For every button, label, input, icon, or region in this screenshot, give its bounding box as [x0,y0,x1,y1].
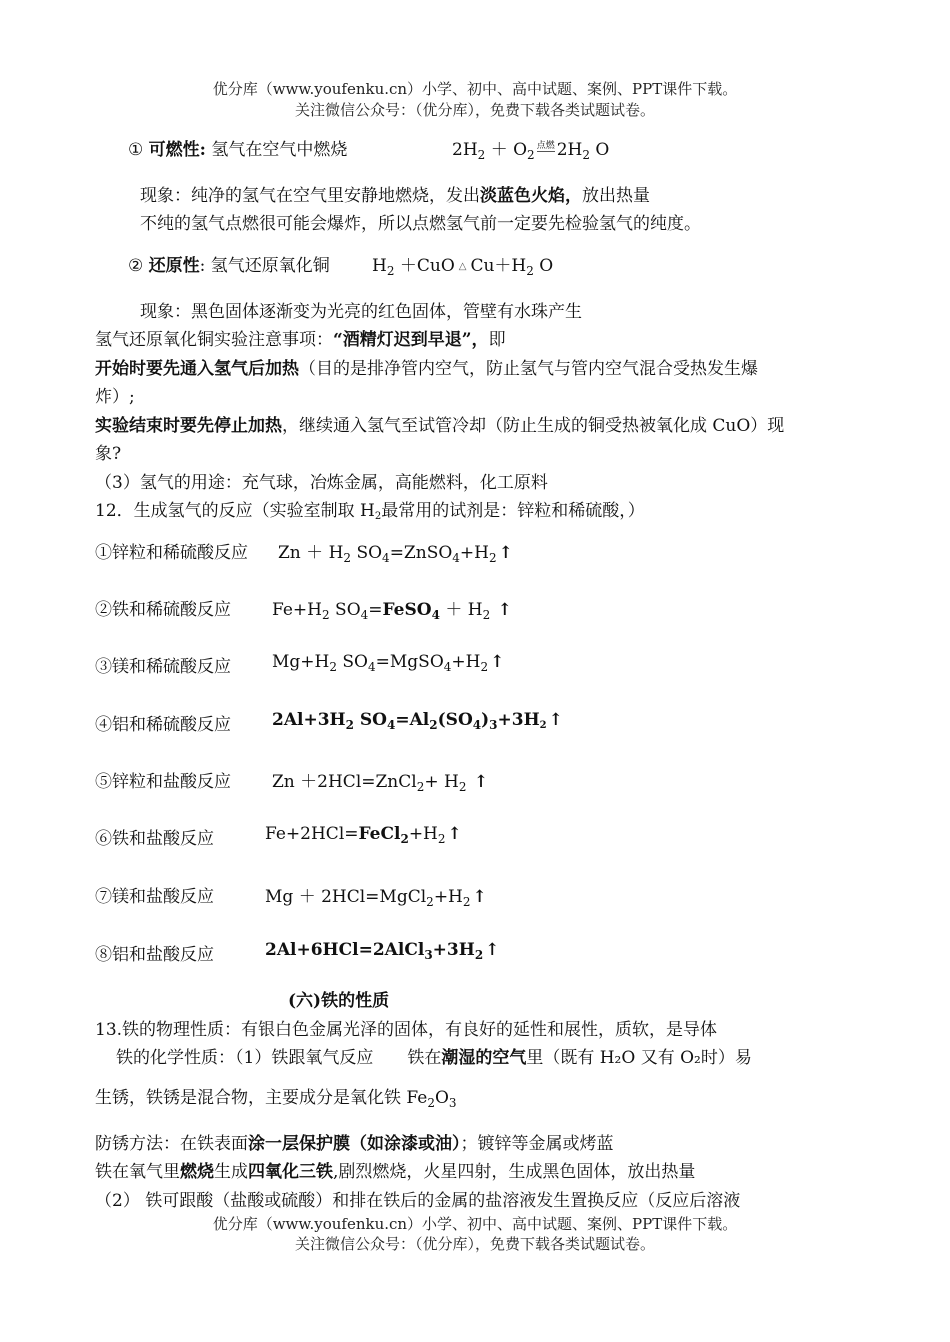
combustibility-title: 可燃性: [148,140,206,160]
iron-acid-reaction: （2） 铁可跟酸（盐酸或硫酸）和排在铁后的金属的盐溶液发生置换反应（反应后溶液 [95,1191,741,1211]
reaction-equation: Zn ＋2HCl=ZnCl$_2$+ $H_2$ ↑ [272,772,489,794]
reaction-equation: $Fe+2HCl=FeCl_2+H_2$ ↑ [265,824,462,846]
reaction-label: ⑥铁和盐酸反应 [95,829,214,849]
reaction-equation: $Zn + H_2$ $SO_4=ZnSO_4+H_2$ ↑ [278,543,513,565]
iron-section-heading: (六)铁的性质 [288,991,390,1011]
reaction-equation: $Mg + 2HCl=MgCl_2+H_2$ ↑ [265,887,487,909]
gas-arrow-icon: ↑ [498,543,513,563]
reaction-label: ③镁和稀硫酸反应 [95,657,231,677]
gas-arrow-icon: ↑ [472,887,487,907]
gas-arrow-icon: ↑ [473,772,489,792]
reaction-equation: $Fe+H_2$ $SO_4=FeSO_4 + H_2$ ↑ [272,600,512,622]
footer-line-2: 关注微信公众号：（优分库），免费下载各类试题试卷。 [294,1235,655,1253]
footer-line-1: 优分库（www.youfenku.cn）小学、初中、高中试题、案例、PPT课件下载。 [212,1215,738,1233]
impure-hydrogen-note: 不纯的氢气点燃很可能会爆炸，所以点燃氢气前一定要先检验氢气的纯度。 [140,214,701,234]
iron-chemical-properties: 铁的化学性质：（1）铁跟氧气反应 铁在潮湿的空气里（既有 H₂O 又有 O₂时）易 [116,1048,752,1068]
hydrogen-uses: （3）氢气的用途：充气球，冶炼金属，高能燃料，化工原料 [95,473,548,493]
combustion-equation: $2H_2 + O_2$点燃 $2H_2$ O [452,140,610,162]
reaction-equation: $2Al+3H_2$ $SO_4=Al_2(SO_4)_3+3H2$ ↑ [272,710,563,732]
gas-arrow-icon: ↑ [490,652,505,672]
reaction-label: ④铝和稀硫酸反应 [95,715,231,735]
heat-triangle-icon: △ [458,261,467,272]
rust-prevention: 防锈方法：在铁表面涂一层保护膜（如涂漆或油）；镀锌等金属或烤蓝 [95,1134,614,1154]
reaction-label: ⑤锌粒和盐酸反应 [95,772,231,792]
reduction-notes: 氢气还原氧化铜实验注意事项：“酒精灯迟到早退”，即 [95,330,506,350]
start-step: 开始时要先通入氢气后加热（目的是排净管内空气，防止氢气与管内空气混合受热发生爆 [95,359,758,379]
gas-arrow-icon: ↑ [447,824,462,844]
reaction-label: ⑦镁和盐酸反应 [95,887,214,907]
reducibility-line: ② 还原性: 氢气还原氧化铜 [128,256,330,276]
reaction-equation: $Mg+H_2$ $SO_4=MgSO_4+H_2$ ↑ [272,652,505,674]
iron-rust: 生锈，铁锈是混合物，主要成分是氧化铁 $Fe_2O_3$ [95,1088,457,1110]
combustibility-desc: 氢气在空气中燃烧 [211,140,348,160]
reduction-equation: $H_2 +CuO$ △ $Cu+H_2$ O [372,256,554,278]
combustion-phenomenon: 现象：纯净的氢气在空气里安静地燃烧，发出淡蓝色火焰，放出热量 [140,186,650,206]
combustibility-marker: ① [128,140,144,160]
header-line-2: 关注微信公众号：（优分库），免费下载各类试题试卷。 [294,101,655,119]
reducibility-title: 还原性 [148,256,200,276]
header-line-1: 优分库（www.youfenku.cn）小学、初中、高中试题、案例、PPT课件下载。 [212,80,738,98]
iron-combustion: 铁在氧气里燃烧生成四氧化三铁,剧烈燃烧，火星四射，生成黑色固体，放出热量 [95,1162,696,1182]
start-step-cont: 炸）; [95,387,135,407]
reduction-phenomenon: 现象：黑色固体逐渐变为光亮的红色固体，管壁有水珠产生 [140,302,582,322]
gas-arrow-icon: ↑ [548,710,563,730]
ignition-condition: 点燃 [536,141,555,151]
gas-arrow-icon: ↑ [485,940,500,960]
end-step-cont: 象? [95,444,122,464]
reaction-equation: $2Al+6HCl=2AlCl_3+3H_2$ ↑ [265,940,500,962]
end-step: 实验结束时要先停止加热，继续通入氢气至试管冷却（防止生成的铜受热被氧化成 CuO）现 [95,416,785,436]
combustibility-line [128,135,347,160]
section-12-title: 12．生成氢气的反应（实验室制取 H2最常用的试剂是：锌粒和稀硫酸，） [95,501,645,522]
reaction-label: ⑧铝和盐酸反应 [95,945,214,965]
reaction-label: ②铁和稀硫酸反应 [95,600,231,620]
gas-arrow-icon: ↑ [497,600,512,620]
iron-physical-properties: 13.铁的物理性质：有银白色金属光泽的固体，有良好的延性和展性，质软，是导体 [95,1020,718,1040]
reaction-label: ①锌粒和稀硫酸反应 [95,543,248,563]
